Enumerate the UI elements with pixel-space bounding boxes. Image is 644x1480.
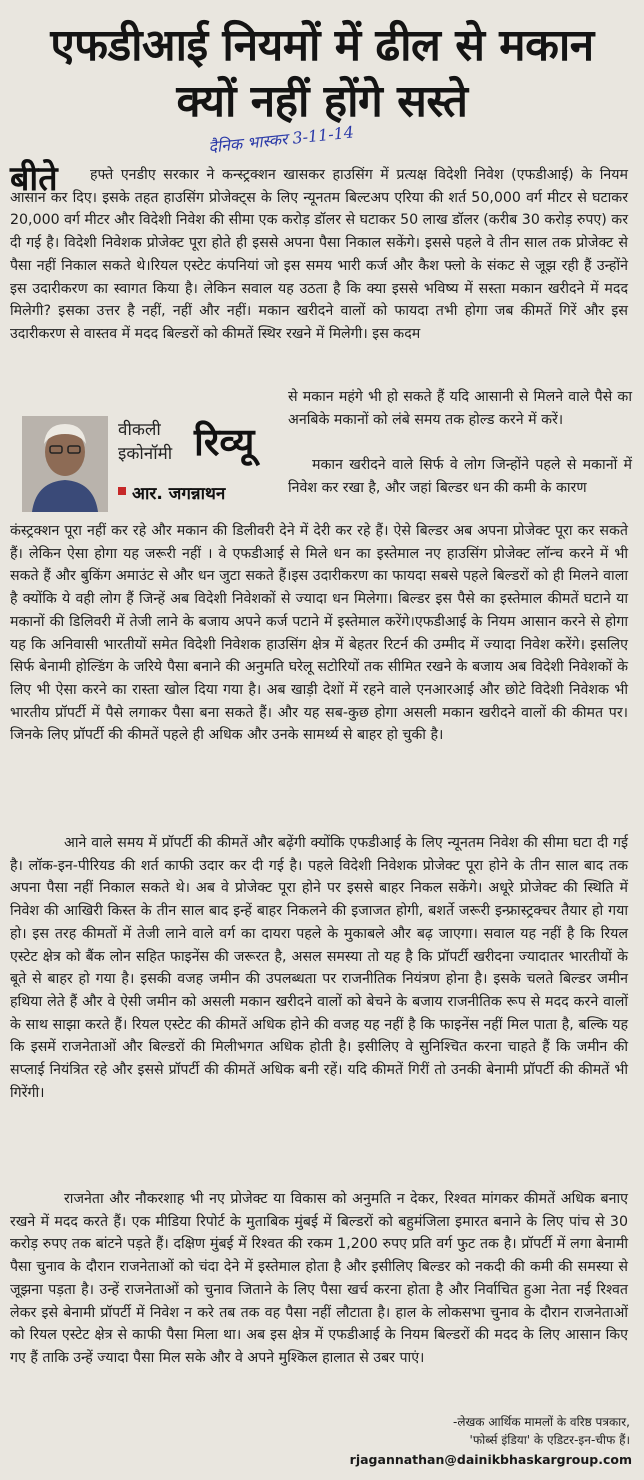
paragraph-5: आने वाले समय में प्रॉपर्टी की कीमतें और बढ़ेंगी क्योंकि एफडीआई के लिए न्यूनतम निवेश की सीमा घटा दी गई है। लॉक-इन-पीरियड की शर्त काफी उदार कर दी गई है। पहले विदेशी निवेशक प्रोजेक्ट पूरा होने के तीन साल बाद तक अपना पैसा नहीं निकाल सकते थे। अब वे प्रोजेक्ट पूरा होने पर इससे बाहर निकल सकेंगे। अधूरे प्रोजेक्ट की स्थिति में निवेश की आखिरी किस्त के तीन साल बाद इन्हें बाहर निकलने की इजाजत होगी, बशर्ते जरूरी इन्फ्रास्ट्रक्चर तैयार हो गया हो। इस तरह कीमतों में तेजी लाने वाले वर्ग का दायरा पहले के मुकाबले और बढ़ जाएगा। सवाल यह नहीं है कि रियल एस्टेट क्षेत्र को बैंक लोन सहित फाइनेंस की जरूरत है, असल समस्या तो यह है कि प्रॉपर्टी खरीदना ज्यादातर भारतीयों के बूते से बाहर हो गया है। इसकी वजह जमीन की उपलब्धता पर राजनीतिक नियंत्रण होना है। इसके चलते बिल्डर जमीन हथिया लेते हैं और वे ऐसी जमीन को असली मकान खरीदने वालों को बेचने के बजाय राजनीतिक रूप से मदद करने वालों के साथ साझा करते हैं। रियल एस्टेट की कीमतें अधिक होने की वजह यह नहीं है कि फाइनेंस नहीं मिल पाता है, बल्कि यह कि इसमें राजनेताओं और बिल्डरों की मिलीभगत अधिक होती है। इसीलिए वे सुनिश्चित करना चाहते हैं कि जमीन की सप्लाई नियंत्रित रहे और इससे प्रॉपर्टी की कीमतें अधिक बनी रहें। यदि कीमतें गिरीं तो उनकी बेनामी प्रॉपर्टी की कीमतें भी गिरेंगी। bbox=[10, 835, 628, 1101]
author-bio-line-1: -लेखक आर्थिक मामलों के वरिष्ठ पत्रकार, bbox=[453, 1415, 630, 1429]
author-bullet-marker bbox=[118, 487, 126, 495]
dropcap-word: बीते bbox=[10, 159, 58, 199]
paragraph-4: कंस्ट्रक्शन पूरा नहीं कर रहे और मकान की डिलीवरी देने में देरी कर रहे हैं। ऐसे बिल्डर अब अपना प्रोजेक्ट पूरा कर सकते हैं। लेकिन ऐसा होगा यह जरूरी नहीं । वे एफडीआई से मिले धन का इस्तेमाल नए हाउसिंग प्रोजेक्ट लॉन्च करने में भी सकते हैं और बुकिंग अमाउंट से और धन जुटा सकते हैं।इस उदारीकरण का फायदा सबसे पहले बिल्डरों को ही मिलने वाला है क्योंकि ये वही लोग हैं जिन्हें अब विदेशी निवेशकों से ज्यादा धन मिलेगा। बिल्डर इस पैसे का इस्तेमाल कीमतें घटाने या मकानों की डिलिवरी में तेजी लाने के बजाय अपने कर्ज पटाने में इस्तेमाल करेंगे।एफडीआई के नियम आसान करने से होगा यह कि अनिवासी भारतीयों समेत विदेशी निवेशक हाउसिंग क्षेत्र में बेहतर रिटर्न की उम्मीद में ज्यादा निवेश करेंगे। इसलिए सिर्फ बेनामी होल्डिंग के जरिये पैसा बनाने की अनुमति घरेलू सटोरियों तक सीमित रखने के बजाय अब विदेशी निवेशकों के लिए भी ऐसा करने का रास्ता खोल दिया गया है। अब खाड़ी देशों में रहने वाले एनआरआई और छोटे विदेशी निवेशक भी भारतीय प्रॉपर्टी में पैसे लगाकर पैसा बना सकते हैं। और यह सब-कुछ होगा असली मकान खरीदने वालों की कीमत पर। जिनके लिए प्रॉपर्टी की कीमतें पहले ही अधिक और उनके सामर्थ्य से बाहर हो चुकी है। bbox=[10, 523, 628, 744]
author-email: rjagannathan@dainikbhaskargroup.com bbox=[349, 1452, 632, 1467]
column-title: रिव्यू bbox=[194, 420, 255, 464]
paragraph-6: राजनेता और नौकरशाह भी नए प्रोजेक्ट या विकास को अनुमति न देकर, रिश्वत मांगकर कीमतें अधिक बनाए रखने में मदद करते हैं। एक मीडिया रिपोर्ट के मुताबिक मुंबई में बिल्डरों को बहुमंजिला इमारत बनाने के लिए पांच से 30 करोड़ रुपए तक बांटने पड़ते हैं। दक्षिण मुंबई में रिश्वत की रकम 1,200 रुपए प्रति वर्ग फुट तक है। प्रॉपर्टी में लगा बेनामी पैसा चुनाव के दौरान राजनेताओं को चंदा देने में इस्तेमाल होता है और इसीलिए बिल्डर को नकदी की कमी की समस्या से जूझना पड़ता है। उन्हें राजनेताओं को चुनाव जिताने के लिए पैसा खर्च करना होता है और निर्वाचित हुआ नेता नई रिश्वत लेकर इसे बेनामी प्रॉपर्टी में निवेश न करे तब तक वह पैसा नहीं लौटाता है। हाल के लोकसभा चुनाव के दौरान राजनेताओं को रियल एस्टेट क्षेत्र से काफी पैसा मिला था। अब इस क्षेत्र में एफडीआई के नियम बिल्डरों की मदद के लिए आसान किए गए हैं ताकि उन्हें ज्यादा पैसा मिल सके और वे अपने मुश्किल हालात से उबर पाएं। bbox=[10, 1191, 628, 1366]
author-name: आर. जगन्नाथन bbox=[132, 484, 226, 504]
handwritten-date-note: दैनिक भास्कर 3-11-14 bbox=[207, 122, 355, 157]
paragraph-3: मकान खरीदने वाले सिर्फ वे लोग जिन्होंने पहले से मकानों में निवेश कर रखा है, और जहां बिल्डर धन की कमी के कारण bbox=[288, 457, 632, 496]
headline: एफडीआई नियमों में ढील से मकान क्यों नहीं होंगे सस्ते bbox=[50, 20, 594, 127]
paragraph-1: हफ्ते एनडीए सरकार ने कन्स्ट्रक्शन खासकर हाउसिंग में प्रत्यक्ष विदेशी निवेश (एफडीआई) के नियम आसान कर दिए। इसके तहत हाउसिंग प्रोजेक्ट्स के लिए न्यूनतम बिल्टअप एरिया की शर्त 50,000 वर्ग मीटर से घटाकर 20,000 वर्ग मीटर और विदेशी निवेश की सीमा एक करोड़ डॉलर से घटाकर 50 लाख डॉलर (करीब 30 करोड़ रुपए) कर दी गई है। विदेशी निवेशक प्रोजेक्ट पूरा होते ही इससे अपना पैसा निकाल सकेंगे। इससे पहले वे तीन साल तक प्रोजेक्ट से पैसा नहीं निकाल सकते थे।रियल एस्टेट कंपनियां जो इस समय भारी कर्ज और कैश फ्लो के संकट से जूझ रही हैं उन्होंने इस उदारीकरण का स्वागत किया है। लेकिन सवाल यह उठता है कि क्या इससे भविष्य में सस्ता मकान खरीदने में मदद मिलेगी? इसका उत्तर है नहीं, नहीं और नहीं। मकान खरीदने वालों को फायदा तभी होगा जब कीमतें गिरें और इस उदारीकरण से वास्तव में मदद बिल्डरों को कीमतें स्थिर रखने में मिलेगी। इस कदम bbox=[10, 167, 628, 342]
author-bio-line-2: 'फोर्ब्स इंडिया' के एडिटर-इन-चीफ हैं। bbox=[469, 1433, 630, 1447]
author-portrait-image bbox=[22, 416, 108, 512]
author-photo bbox=[22, 416, 108, 512]
paragraph-2: से मकान महंगे भी हो सकते हैं यदि आसानी से मिलने वाले पैसे का अनबिके मकानों को लंबे समय तक होल्ड करने में करें। bbox=[288, 389, 632, 428]
column-label: वीकली इकोनॉमी bbox=[118, 420, 173, 464]
